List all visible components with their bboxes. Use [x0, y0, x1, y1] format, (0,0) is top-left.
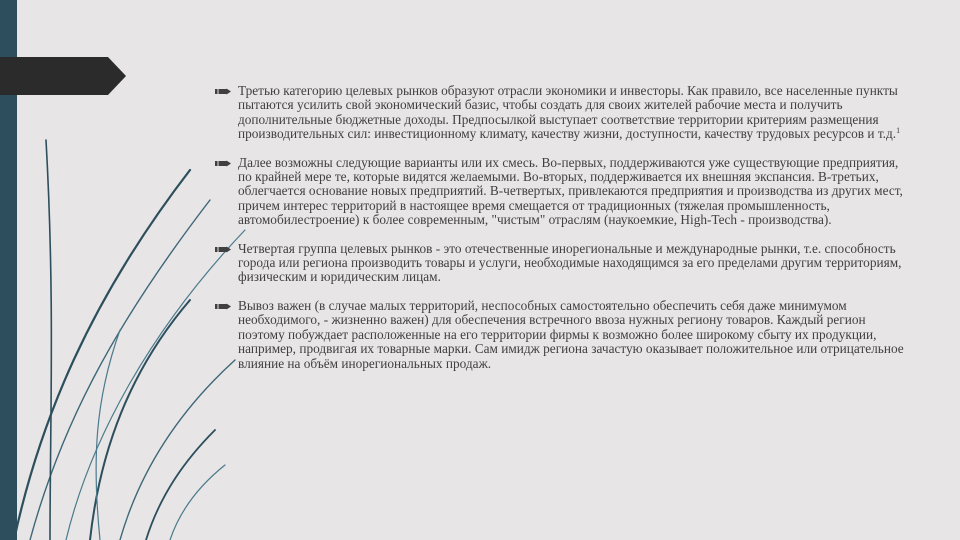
list-item — [215, 242, 905, 285]
item-text: Третью категорию целевых рынков образуют отрасли экономики и инвесторы. Как правило, все населенные пункты пытаются усилить свой экономический базис, чтобы создать для своих жителей рабочие места и получить дополнительные бюджетные доходы. Предпосылкой выступает соответствие территории критериям размещения производительных сил: инвестиционному климату, качеству жизни, доступности, качеству трудовых ресурсов и т.д. — [238, 83, 898, 142]
item-text: Вывоз важен (в случае малых территорий, неспособных самостоятельно обеспечить себя даже минимумом необходимого, - жизненно важен) для обеспечения встречного ввоза нужных региону товаров. Каждый регион поэтому побуждает расположенные на его территории фирмы к возможно более широкому сбыту их продукции, например, продвигая их товарные марки. Сам имидж региона зачастую оказывает положительное или отрицательное влияние на объём инорегиональных продаж. — [238, 297, 904, 371]
list-item — [215, 84, 905, 142]
list-item — [215, 156, 905, 228]
item-text: Четвертая группа целевых рынков - это отечественные инорегиональные и международные рынки, т.е. способность города или региона производить товары и услуги, необходимые находящимся за его пределами другим территориям, физическим и юридическим лицам. — [238, 240, 902, 285]
item-text: Далее возможны следующие варианты или их смесь. Во-первых, поддерживаются уже существующие предприятия, по крайней мере те, которые видятся желаемыми. Во-вторых, поддерживается их внешняя экспансия. В-третьих, облегчается основание новых предприятий. В-четвертых, привлекаются предприятия и производства из других мест, причем интерес территорий в настоящее время смещается от традиционных (тяжелая промышленность, автомобилестроение) к более современным, "чистым" отраслям (наукоемкие, High-Tech - производства). — [238, 154, 903, 228]
title-tab-shape — [0, 57, 126, 95]
list-item — [215, 299, 905, 371]
pencil-arrow-icon — [215, 244, 231, 255]
bullet-list — [215, 84, 905, 385]
pencil-arrow-icon — [215, 86, 231, 97]
pencil-arrow-icon — [215, 158, 231, 169]
pencil-arrow-icon — [215, 301, 231, 312]
footnote-marker: 1 — [896, 126, 901, 136]
